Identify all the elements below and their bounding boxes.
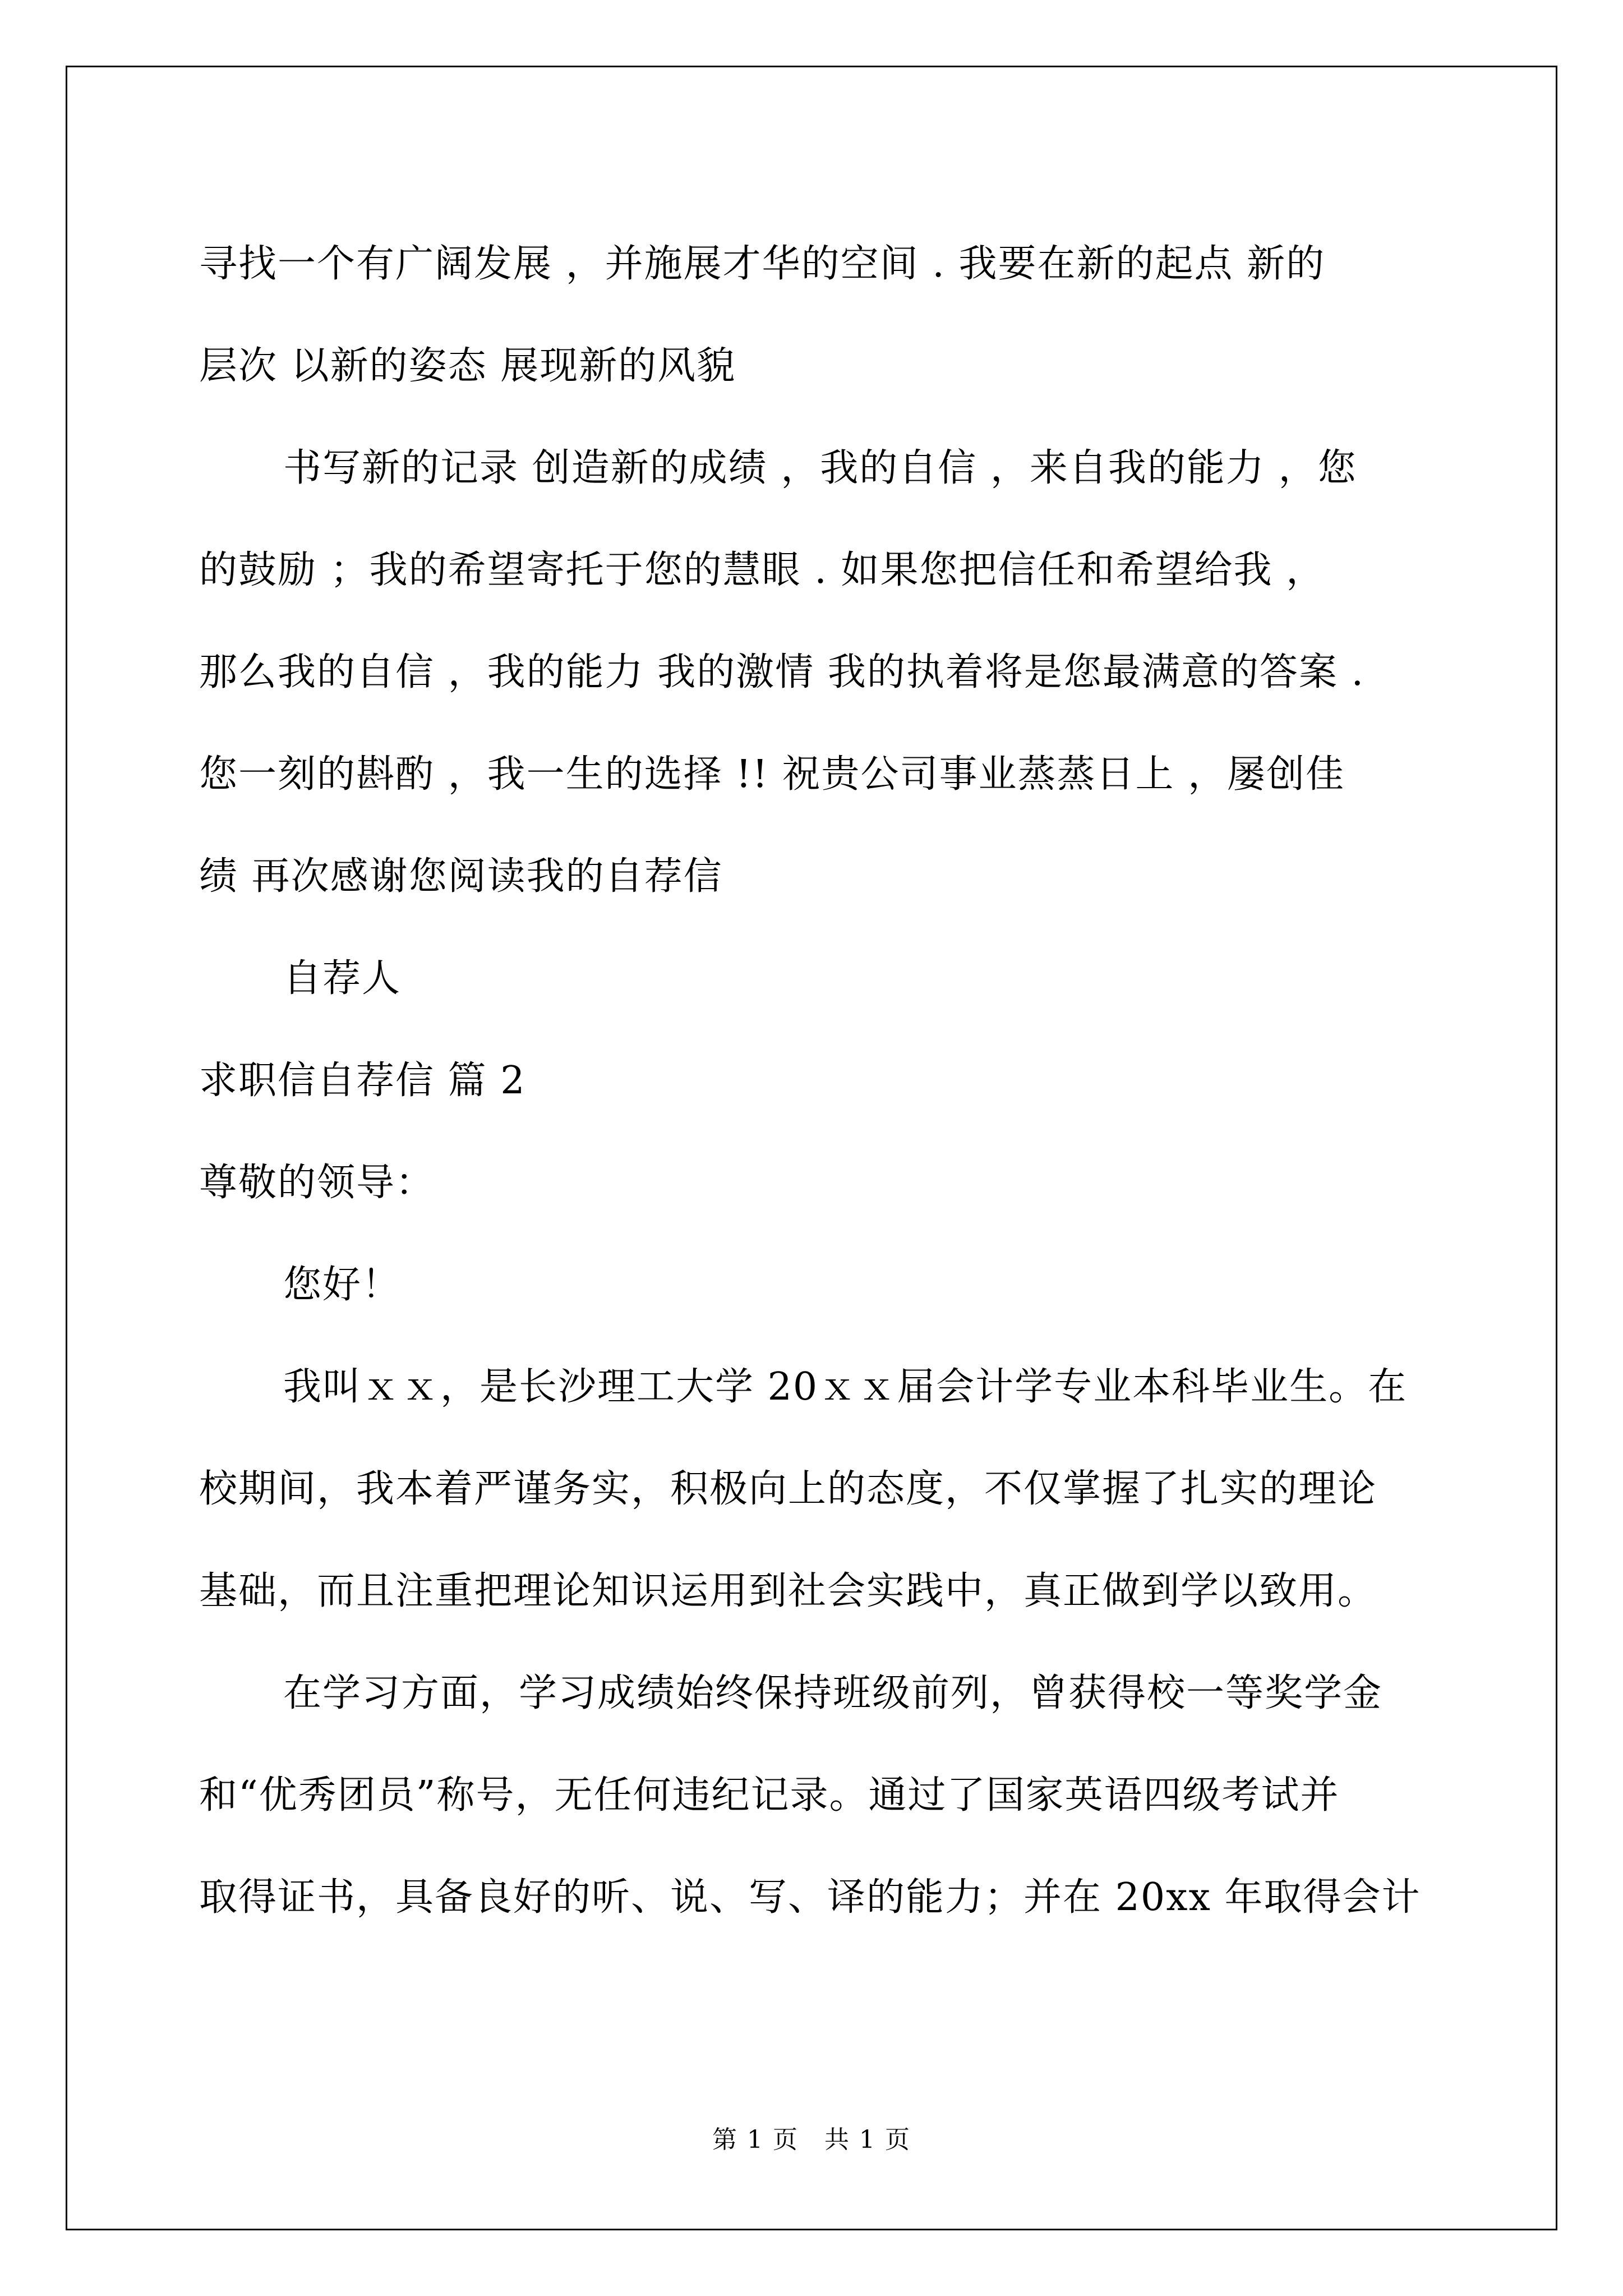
- salutation: 尊敬的领导：: [199, 1161, 435, 1205]
- section-heading: 求职信自荐信 篇 2: [199, 1059, 526, 1103]
- body-line-6: 您一刻的斟酌 ，我一生的选择 !! 祝贵公司事业蒸蒸日上 ，屡创佳: [199, 752, 1345, 797]
- greeting: 您好！: [283, 1263, 402, 1307]
- body-line-12: 我叫ｘｘ，是长沙理工大学 20ｘｘ届会计学专业本科毕业生。在: [283, 1365, 1408, 1409]
- body-line-2: 层次 以新的姿态 展现新的风貌: [199, 344, 736, 388]
- body-line-5: 那么我的自信 ，我的能力 我的激情 我的执着将是您最满意的答案 .: [199, 650, 1365, 694]
- body-line-3: 书写新的记录 创造新的成绩 ，我的自信 ，来自我的能力 ，您: [283, 446, 1357, 490]
- body-line-4: 的鼓励 ；我的希望寄托于您的慧眼 . 如果您把信任和希望给我 ，: [199, 548, 1326, 592]
- body-line-16: 和“优秀团员”称号，无任何违纪记录。通过了国家英语四级考试并: [199, 1773, 1340, 1818]
- body-line-15: 在学习方面，学习成绩始终保持班级前列，曾获得校一等奖学金: [283, 1671, 1383, 1715]
- body-line-17: 取得证书，具备良好的听、说、写、译的能力；并在 20xx 年取得会计: [199, 1875, 1421, 1920]
- page-footer: 第 1 页 共 1 页: [712, 2125, 911, 2154]
- body-line-14: 基础，而且注重把理论知识运用到社会实践中，真正做到学以致用。: [199, 1569, 1377, 1613]
- signature-label: 自荐人: [283, 956, 402, 1001]
- body-line-1: 寻找一个有广阔发展 ，并施展才华的空间 . 我要在新的起点 新的: [199, 242, 1326, 286]
- document-body: [199, 213, 1438, 1949]
- body-line-7: 绩 再次感谢您阅读我的自荐信: [199, 854, 723, 899]
- body-line-13: 校期间，我本着严谨务实，积极向上的态度，不仅掌握了扎实的理论: [199, 1467, 1377, 1511]
